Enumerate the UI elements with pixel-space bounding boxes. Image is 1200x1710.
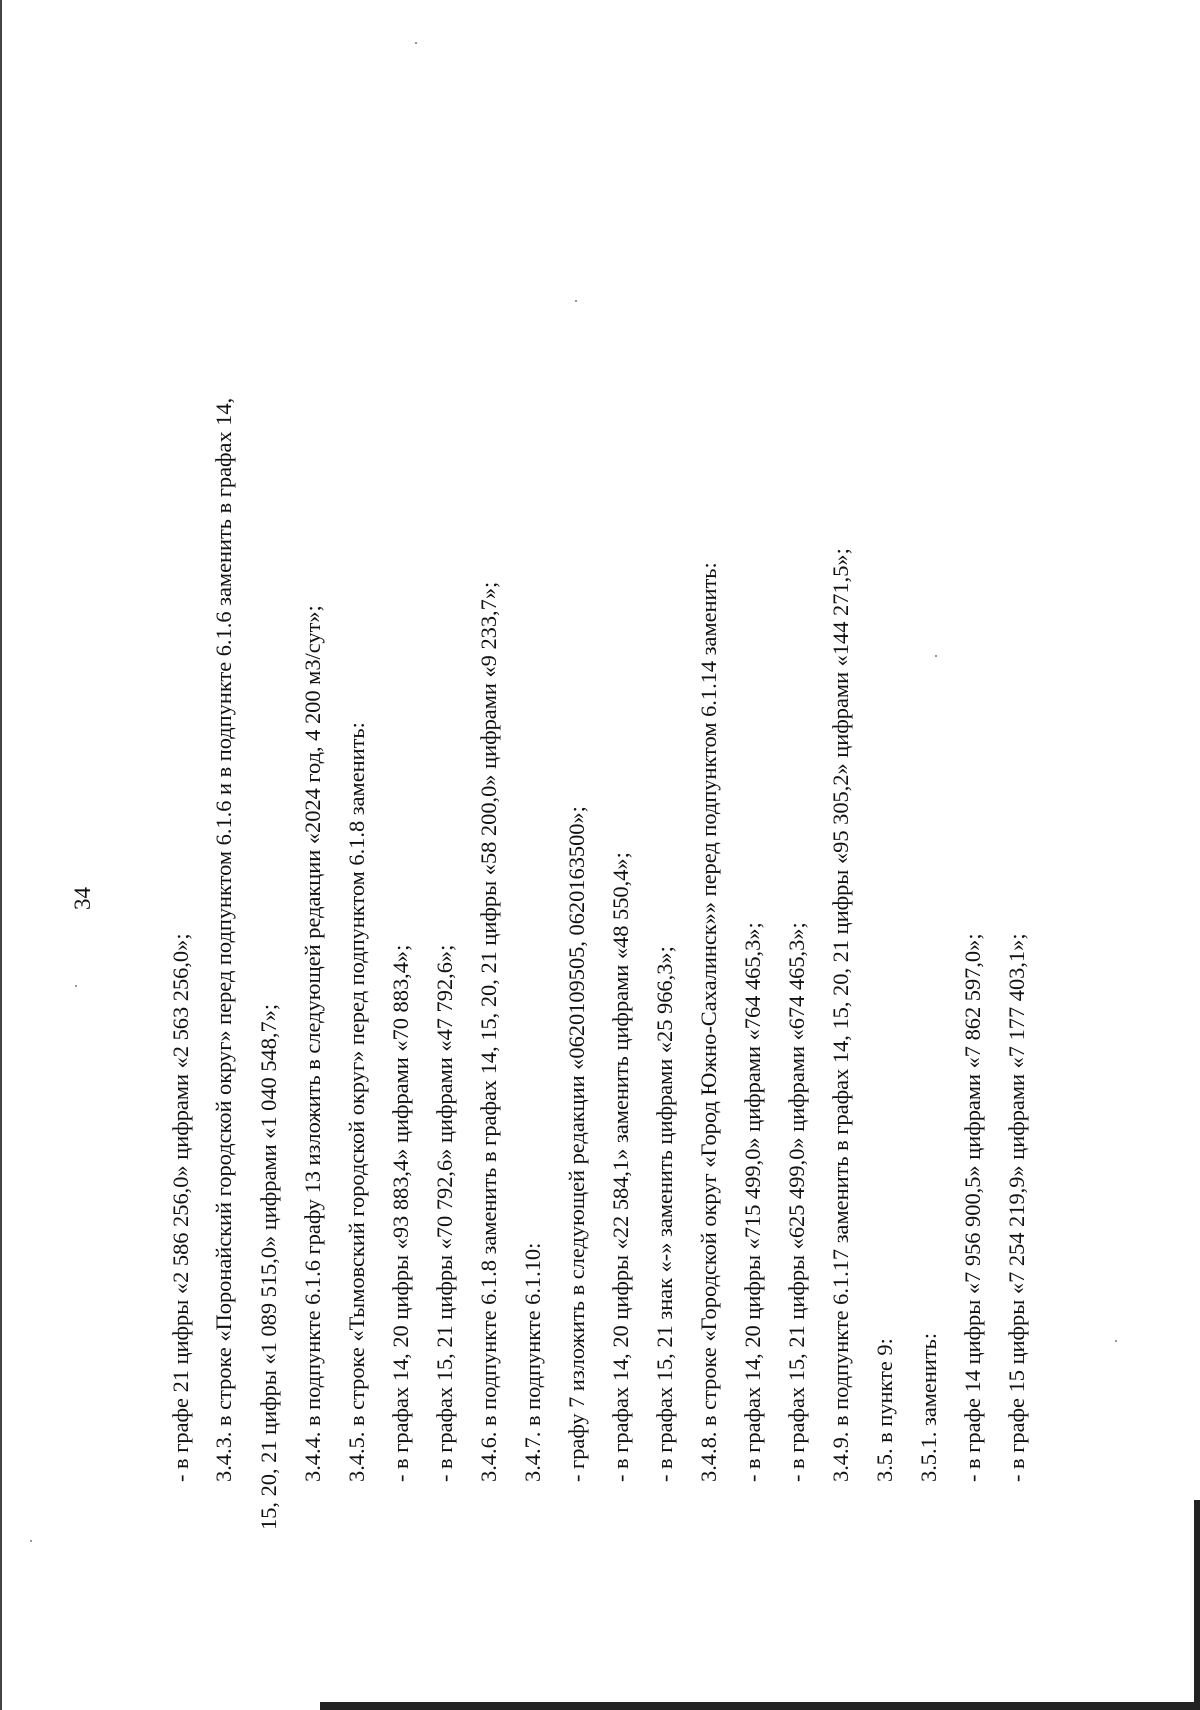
text-line: 3.4.6. в подпункте 6.1.8 заменить в графах 14, 15, 20, 21 цифры «58 200,0» цифрами «9 233,7»; (476, 581, 501, 1482)
text-line: - в графе 21 цифры «2 586 256,0» цифрами «2 563 256,0»; (168, 933, 193, 1482)
text-line: - в графах 14, 20 цифры «93 883,4» цифрами «70 883,4»; (388, 944, 413, 1482)
text-line: 3.4.4. в подпункте 6.1.6 графу 13 изложить в следующей редакции «2024 год, 4 200 м3/сут»; (300, 605, 325, 1482)
scan-edge-bottom (320, 1702, 1200, 1710)
text-line: - графу 7 изложить в следующей редакции «0620109505, 0620163500»; (564, 806, 589, 1482)
scan-speck (30, 1540, 32, 1542)
text-line: - в графах 14, 20 цифры «715 499,0» цифрами «764 465,3»; (740, 922, 765, 1482)
text-line: 15, 20, 21 цифры «1 089 515,0» цифрами «1 040 548,7»; (256, 1003, 281, 1530)
text-line: - в графе 14 цифры «7 956 900,5» цифрами «7 862 597,0»; (960, 933, 985, 1482)
scan-speck (75, 985, 77, 987)
scan-edge-right (1194, 1500, 1200, 1710)
text-line: 3.4.5. в строке «Тымовский городской округ» перед подпунктом 6.1.8 заменить: (344, 722, 369, 1482)
text-line: - в графе 15 цифры «7 254 219,9» цифрами «7 177 403,1»; (1004, 933, 1029, 1482)
text-line: 3.5.1. заменить: (916, 1332, 941, 1482)
text-line: - в графах 14, 20 цифры «22 584,1» заменить цифрами «48 550,4»; (608, 852, 633, 1482)
page-number: 34 (70, 887, 95, 910)
text-line: 3.5. в пункте 9: (872, 1338, 897, 1482)
text-line: - в графах 15, 21 цифры «70 792,6» цифрами «47 792,6»; (432, 944, 457, 1482)
text-line: 3.4.8. в строке «Городской округ «Город Южно-Сахалинск»» перед подпунктом 6.1.14 заменить: (696, 562, 721, 1482)
text-line: - в графах 15, 21 цифры «625 499,0» цифрами «674 465,3»; (784, 922, 809, 1482)
text-line: - в графах 15, 21 знак «-» заменить цифрами «25 966,3»; (652, 946, 677, 1482)
scan-edge-left (0, 0, 2, 1710)
text-line: 3.4.7. в подпункте 6.1.10: (520, 1242, 545, 1482)
text-line: 3.4.3. в строке «Поронайский городской округ» перед подпунктом 6.1.6 и в подпункте 6.1.6 заменить в графах 14, (211, 397, 236, 1482)
text-line: 3.4.9. в подпункте 6.1.17 заменить в графах 14, 15, 20, 21 цифры «95 305,2» цифрами «144 271,5»; (828, 548, 853, 1482)
document-page (70, 30, 1070, 1530)
scan-speck (1115, 1340, 1117, 1342)
